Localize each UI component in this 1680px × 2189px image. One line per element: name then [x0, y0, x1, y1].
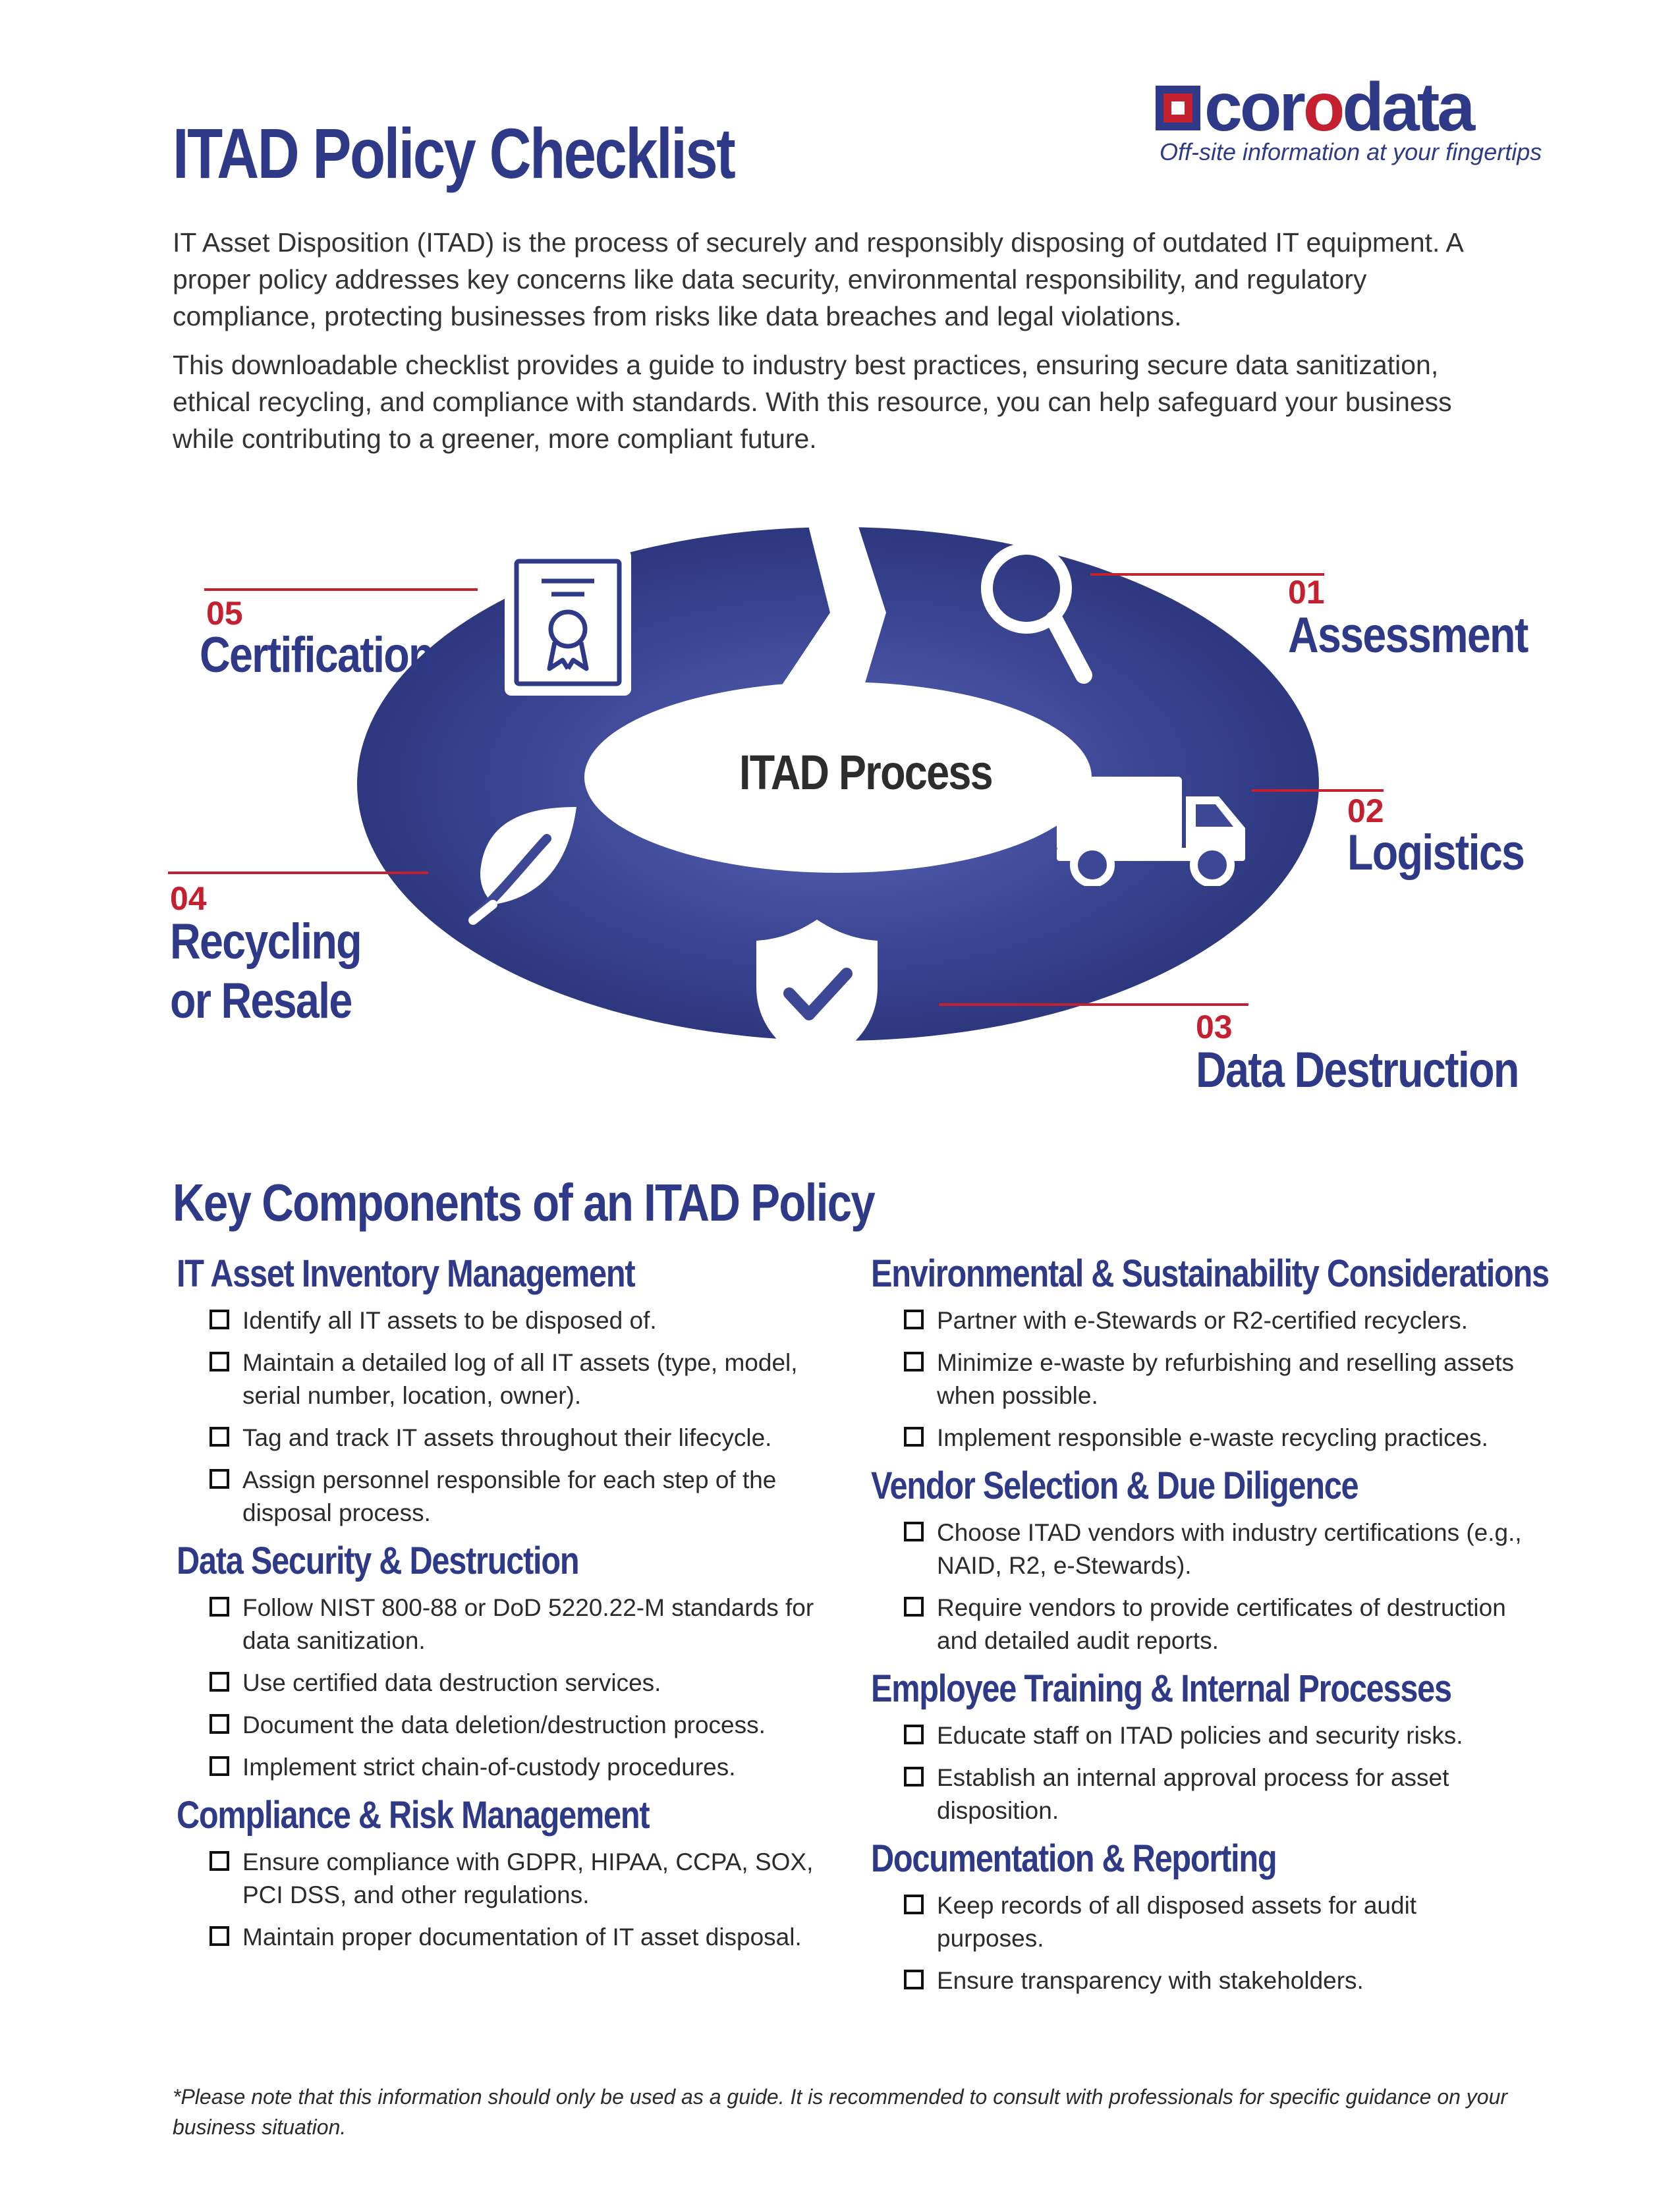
section-training — [871, 1667, 1530, 1827]
checklist-item: Choose ITAD vendors with industry certifications (e.g., NAID, R2, e-Stewards). — [904, 1516, 1530, 1582]
checkbox[interactable] — [904, 1522, 924, 1541]
checkbox[interactable] — [210, 1672, 229, 1692]
corodata-logo — [1156, 69, 1542, 165]
intro-paragraph-2: This downloadable checklist provides a guide to industry best practices, ensuring secure data sanitization, ethical recycling, and compliance with standards. With this resource, you can help safeguard your business while contributing to a greener, more compliant future. — [173, 350, 1452, 454]
checklist-item: Require vendors to provide certificates of destruction and detailed audit reports. — [904, 1592, 1530, 1657]
section-inventory — [177, 1252, 835, 1530]
checklist-item: Educate staff on ITAD policies and security risks. — [904, 1719, 1530, 1752]
checkbox[interactable] — [210, 1352, 229, 1372]
checkbox[interactable] — [210, 1469, 229, 1489]
section-documentation — [871, 1837, 1530, 1997]
step-05-label: Certification — [200, 627, 434, 683]
section-title: IT Asset Inventory Management — [177, 1252, 635, 1295]
checklist-item: Assign personnel responsible for each step of the disposal process. — [210, 1464, 835, 1530]
step-03-label: Data Destruction — [1196, 1042, 1519, 1098]
checklist-item: Use certified data destruction services. — [210, 1667, 835, 1700]
checkbox[interactable] — [904, 1725, 924, 1744]
checkbox[interactable] — [210, 1756, 229, 1776]
leaf-icon — [461, 800, 586, 926]
checklist-item: Tag and track IT assets throughout their lifecycle. — [210, 1422, 835, 1455]
step-04-label-line-1: Recycling — [170, 914, 361, 970]
checklist-item: Identify all IT assets to be disposed of. — [210, 1304, 835, 1337]
shield-check-icon — [751, 916, 883, 1070]
checklist-item: Establish an internal approval process for asset disposition. — [904, 1761, 1530, 1827]
process-center-label: ITAD Process — [739, 745, 992, 800]
key-components-heading: Key Components of an ITAD Policy — [173, 1173, 875, 1232]
section-title: Vendor Selection & Due Diligence — [871, 1464, 1358, 1507]
checklist-item: Implement strict chain-of-custody procedures. — [210, 1751, 835, 1784]
section-title: Compliance & Risk Management — [177, 1794, 650, 1837]
right-column — [871, 1252, 1549, 2007]
checklist-item: Maintain a detailed log of all IT assets (type, model, serial number, location, owner). — [210, 1346, 835, 1412]
intro-text — [173, 224, 1503, 469]
logo-tagline: Off-site information at your fingertips — [1160, 138, 1542, 165]
checkbox[interactable] — [210, 1926, 229, 1946]
checkbox[interactable] — [210, 1597, 229, 1617]
checkbox[interactable] — [904, 1767, 924, 1787]
left-column — [177, 1252, 835, 1963]
step-04-label-line-2: or Resale — [170, 973, 352, 1029]
section-data-security — [177, 1539, 835, 1784]
checkbox[interactable] — [904, 1970, 924, 1989]
checklist-item: Follow NIST 800-88 or DoD 5220.22-M standards for data sanitization. — [210, 1592, 835, 1657]
step-01-number: 01 — [1288, 574, 1325, 611]
step-01-label: Assessment — [1288, 607, 1528, 663]
magnifier-icon — [975, 537, 1097, 692]
checklist-item: Maintain proper documentation of IT asset disposal. — [210, 1921, 835, 1954]
section-environmental — [871, 1252, 1549, 1455]
section-vendor — [871, 1464, 1530, 1657]
checkbox[interactable] — [904, 1310, 924, 1329]
checkbox[interactable] — [210, 1310, 229, 1329]
checkbox[interactable] — [904, 1895, 924, 1914]
disclaimer-note: *Please note that this information should only be used as a guide. It is recommended to consult with professionals for specific guidance on your business situation. — [173, 2085, 1508, 2139]
checklist-item: Ensure compliance with GDPR, HIPAA, CCPA, SOX, PCI DSS, and other regulations. — [210, 1846, 835, 1912]
page-title: ITAD Policy Checklist — [173, 113, 735, 193]
intro-paragraph-1: IT Asset Disposition (ITAD) is the process of securely and responsibly disposing of outdated IT equipment. A proper policy addresses key concerns like data security, environmental responsibility, and regulatory compliance, protecting businesses from risks like data breaches and legal violations. — [173, 227, 1463, 331]
checkbox[interactable] — [904, 1427, 924, 1447]
truck-icon — [1054, 774, 1252, 886]
checklist-item: Keep records of all disposed assets for audit purposes. — [904, 1889, 1530, 1955]
section-title: Documentation & Reporting — [871, 1837, 1277, 1880]
step-05-number: 05 — [206, 595, 243, 632]
section-title: Data Security & Destruction — [177, 1539, 579, 1582]
checklist-item: Ensure transparency with stakeholders. — [904, 1964, 1530, 1997]
step-04-number: 04 — [170, 880, 207, 917]
checkbox[interactable] — [904, 1597, 924, 1617]
checkbox[interactable] — [210, 1427, 229, 1447]
logo-wordmark: corodata — [1204, 69, 1473, 146]
section-title: Environmental & Sustainability Considerations — [871, 1252, 1549, 1295]
checkbox[interactable] — [210, 1851, 229, 1871]
checklist-item: Implement responsible e-waste recycling practices. — [904, 1422, 1530, 1455]
checklist-item: Partner with e-Stewards or R2-certified recyclers. — [904, 1304, 1530, 1337]
section-compliance — [177, 1793, 835, 1954]
certificate-icon — [502, 547, 634, 698]
step-03-number: 03 — [1196, 1009, 1233, 1045]
section-title: Employee Training & Internal Processes — [871, 1667, 1451, 1710]
step-02-label: Logistics — [1347, 825, 1525, 881]
checkbox[interactable] — [904, 1352, 924, 1372]
step-02-number: 02 — [1347, 792, 1384, 829]
logo-mark-icon — [1156, 86, 1200, 130]
checklist-item: Minimize e-waste by refurbishing and reselling assets when possible. — [904, 1346, 1530, 1412]
itad-process-diagram — [0, 520, 1680, 1126]
checkbox[interactable] — [210, 1714, 229, 1734]
checklist-item: Document the data deletion/destruction process. — [210, 1709, 835, 1742]
